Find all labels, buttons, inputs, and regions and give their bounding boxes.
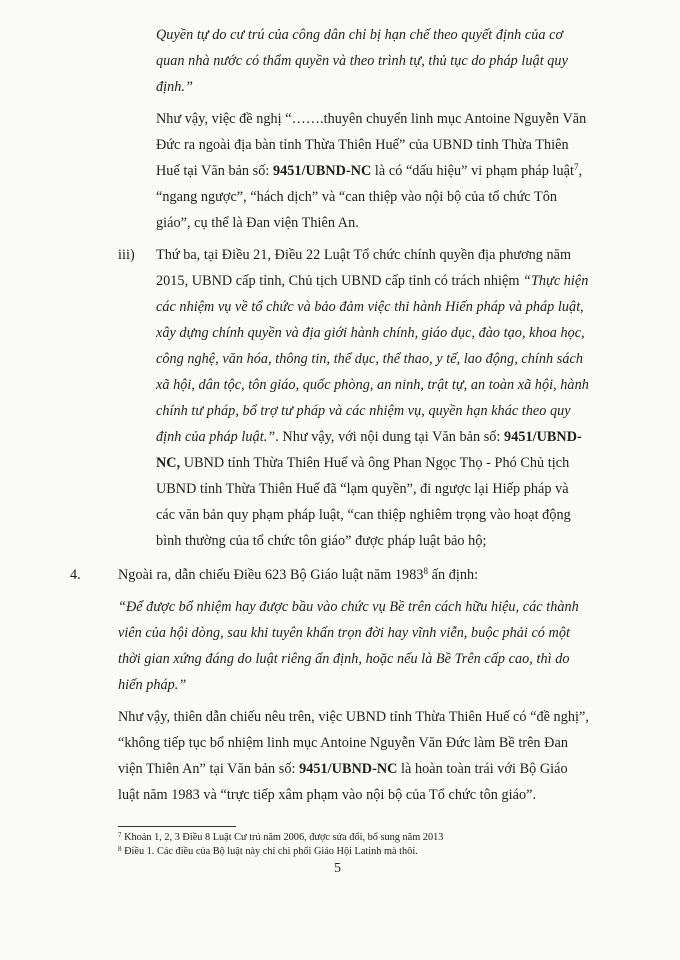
quote-line: quan nhà nước có thẩm quyền và theo trình tự, thủ tục do pháp luật quy bbox=[156, 53, 568, 69]
quote-line: các nhiệm vụ về tổ chức và bảo đảm việc thi hành Hiến pháp và pháp luật, bbox=[156, 299, 584, 315]
paragraph-line: bình thường của tổ chức tôn giáo” được pháp luật bảo hộ; bbox=[156, 533, 487, 549]
paragraph-line bbox=[156, 162, 582, 180]
footnote-text: Khoản 1, 2, 3 Điều 8 Luật Cư trú năm 2006, được sửa đổi, bổ sung năm 2013 bbox=[121, 832, 444, 843]
footnote-number: 7 bbox=[118, 831, 122, 839]
text-run: viện Thiên An” tại Văn bản số: bbox=[118, 761, 300, 777]
text-run: là hoàn toàn trái với Bộ Giáo bbox=[397, 761, 568, 777]
quote-line: Quyền tự do cư trú của công dân chỉ bị hạn chế theo quyết định của cơ bbox=[156, 27, 564, 43]
quote-line: chính tư pháp, bổ trợ tư pháp và các nhiệm vụ, quyền hạn khác theo quy bbox=[156, 403, 571, 419]
paragraph-line: Như vậy, thiên dẫn chiếu nêu trên, việc UBND tỉnh Thừa Thiên Huế có “đề nghị”, bbox=[118, 709, 589, 725]
text-run: ấn định: bbox=[428, 567, 479, 583]
document-reference: 9451/UBND-NC bbox=[299, 761, 398, 777]
section-marker: 4. bbox=[70, 567, 81, 583]
paragraph-line: Đức ra ngoài địa bàn tỉnh Thừa Thiên Huế” của UBND tỉnh Thừa Thiên bbox=[156, 137, 569, 153]
paragraph-line: luật năm 1983 và “trực tiếp xâm phạm vào nội bộ của Tổ chức tôn giáo”. bbox=[118, 787, 537, 803]
quote-line: công nghệ, văn hóa, thông tin, thể dục, thể thao, y tế, lao động, chính sách bbox=[156, 351, 583, 367]
paragraph-line bbox=[156, 272, 588, 290]
footnote-text: Điều 1. Các điều của Bộ luật này chỉ chi phối Giáo Hội Latinh mà thôi. bbox=[121, 846, 418, 857]
page-number: 5 bbox=[334, 861, 341, 876]
quote-line: xã hội, dân tộc, tôn giáo, quốc phòng, an ninh, trật tự, an toàn xã hội, hành bbox=[156, 377, 589, 393]
text-run: Huế tại Văn bản số: bbox=[156, 163, 273, 179]
footnote-divider bbox=[118, 826, 236, 827]
footnote-ref: 7 bbox=[574, 162, 579, 172]
quote-line: định.” bbox=[156, 79, 193, 95]
margin-stamp bbox=[640, 365, 666, 555]
document-reference: NC, bbox=[156, 455, 181, 471]
quote-line: viên của hội dòng, sau khi tuyên khấn trọn đời hay vĩnh viễn, buộc phải có một bbox=[118, 625, 570, 641]
paragraph-line bbox=[156, 428, 582, 446]
quote-run: “Thực hiện bbox=[523, 273, 589, 289]
paragraph-line: Thứ ba, tại Điều 21, Điều 22 Luật Tổ chức chính quyền địa phương năm bbox=[156, 247, 572, 263]
document-reference: 9451/UBND-NC bbox=[272, 163, 372, 179]
document-reference: 9451/UBND- bbox=[504, 429, 582, 445]
text-run: UBND tỉnh Thừa Thiên Huế và ông Phan Ngọc Thọ - Phó Chủ tịch bbox=[180, 455, 570, 471]
quote-line: hiến pháp.” bbox=[118, 677, 187, 693]
paragraph-line: UBND tỉnh Thừa Thiên Huế đã “lạm quyền”, đi ngược lại Hiếp pháp và bbox=[156, 481, 569, 497]
footnote bbox=[118, 831, 443, 844]
paragraph-line bbox=[118, 566, 478, 584]
quote-line: xây dựng chính quyền và địa giới hành chính, giáo dục, đào tạo, khoa học, bbox=[156, 325, 585, 341]
text-run: . Như vậy, với nội dung tại Văn bản số: bbox=[275, 429, 505, 445]
footnote-number: 8 bbox=[118, 845, 122, 853]
paragraph-line: các văn bản quy phạm pháp luật, “can thiệp nghiêm trọng vào hoạt động bbox=[156, 507, 571, 523]
paragraph-line: giáo”, cụ thể là Đan viện Thiên An. bbox=[156, 215, 359, 231]
text-run: , bbox=[578, 163, 583, 179]
text-run: Ngoài ra, dẫn chiếu Điều 623 Bộ Giáo luật năm 1983 bbox=[118, 567, 424, 583]
paragraph-line: Như vậy, việc đề nghị “…….thuyên chuyển linh mục Antoine Nguyễn Văn bbox=[156, 111, 587, 127]
quote-line: thời gian xứng đáng do luật riêng ấn định, hoặc nếu là Bề Trên cấp cao, thì do bbox=[118, 651, 570, 667]
text-run: là có “dấu hiệu” vi phạm pháp luật bbox=[371, 163, 574, 179]
quote-line: “Để được bổ nhiệm hay được bầu vào chức vụ Bề trên cách hữu hiệu, các thành bbox=[118, 599, 579, 615]
footnote-ref: 8 bbox=[423, 566, 429, 576]
footnote bbox=[118, 845, 418, 858]
list-marker: iii) bbox=[118, 247, 135, 263]
paragraph-line: “không tiếp tục bổ nhiệm linh mục Antoine Nguyễn Văn Đức làm Bề trên Đan bbox=[118, 735, 568, 751]
text-run: 2015, UBND cấp tỉnh, Chủ tịch UBND cấp tỉnh có trách nhiệm bbox=[156, 273, 524, 289]
paragraph-line: “ngang ngược”, “hách dịch” và “can thiệp vào nội bộ của tổ chức Tôn bbox=[156, 189, 557, 205]
paragraph-line bbox=[156, 454, 569, 472]
paragraph-line bbox=[118, 760, 568, 778]
quote-run: định của pháp luật.” bbox=[156, 429, 276, 445]
